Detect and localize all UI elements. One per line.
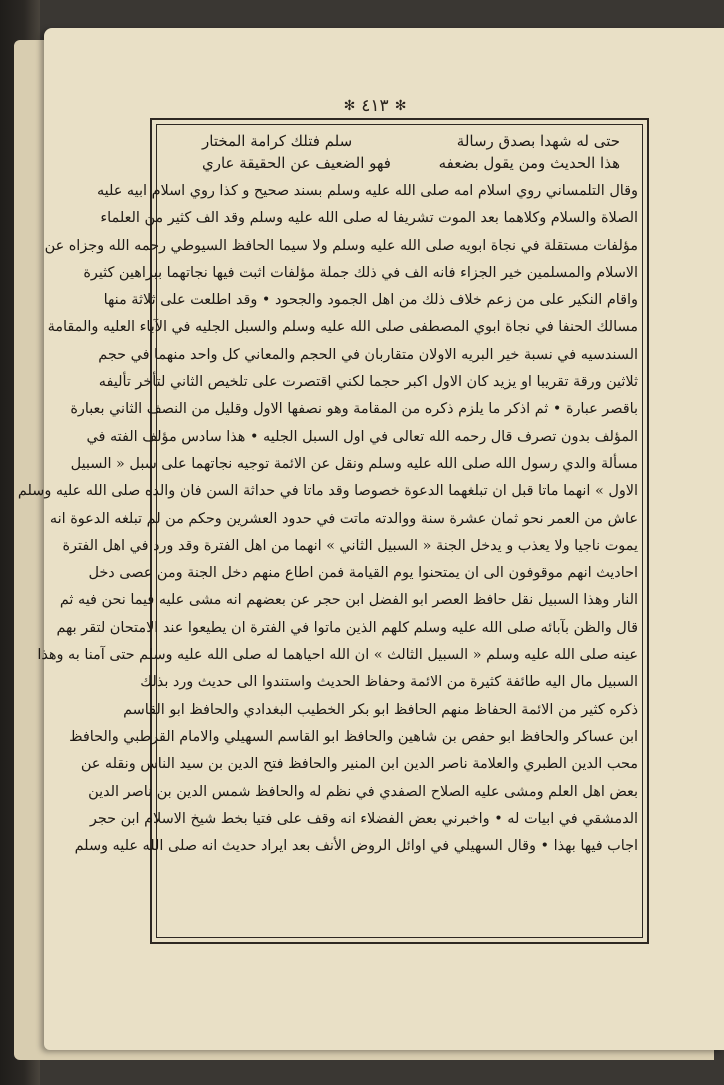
page-number: ٤١٣ xyxy=(361,96,389,116)
verse-second-hemistich: فهو الضعيف عن الحقيقة عاري xyxy=(202,154,391,172)
text-line: واقام النكير على من زعم خلاف ذلك من اهل الجمود والجحود • وقد اطلعت على ثلاثة منها xyxy=(103,292,638,309)
page-number-header xyxy=(300,92,450,120)
text-line: يموت ناجيا ولا يعذب و يدخل الجنة « السبيل الثاني » انهما من اهل الفترة وقد ورد في اهل الفترة xyxy=(62,537,638,554)
text-line: وقال التلمساني روي اسلام امه صلى الله عليه وسلم بسند صحيح و كذا روي اسلام ابيه عليه xyxy=(96,183,638,199)
text-line: عاش من العمر نحو ثمان عشرة سنة ووالدته ماتت في حدود العشرين وحكم من لم تبلغه الدعوة انه xyxy=(49,510,638,527)
text-line: ذكره كثير من الائمة الحفاظ منهم الحافظ ابو بكر الخطيب البغدادي والحافظ ابو القاسم xyxy=(123,701,638,718)
text-line: اجاب فيها بهذا • وقال السهيلي في اوائل الروض الأنف بعد ايراد حديث انه صلى الله عليه وسلم xyxy=(74,838,638,855)
verse-first-hemistich: هذا الحديث ومن يقول بضعفه xyxy=(438,154,620,172)
text-line: مسألة والدي رسول الله صلى الله عليه وسلم ونقل عن الائمة توجيه نجاتهما على سبل « السبيل xyxy=(70,455,638,472)
text-line: محب الدين الطبري والعلامة ناصر الدين ابن المنير والحافظ فتح الدين بن سيد الناس ونقله عن xyxy=(80,756,638,773)
text-line: الدمشقي في ابيات له • واخبرني بعض الفضلاء انه وقف على فتيا بخط شيخ الاسلام ابن حجر xyxy=(89,810,638,827)
text-line: ثلاثين ورقة تقريبا او يزيد كان الاول اكبر حجما لكني اقتصرت على تلخيص الثاني لتأخر تأليفه xyxy=(98,374,638,391)
poem-verse xyxy=(162,132,638,150)
text-line: الصلاة والسلام وكلاهما بعد الموت تشريفا له صلى الله عليه وسلم وقد الف كثير من العلماء xyxy=(100,210,638,227)
text-line: قال والظن بآبائه صلى الله عليه وسلم كلهم الذين ماتوا في الفترة ان يطيعوا عند الامتحان لتقر بهم xyxy=(56,619,638,636)
text-line: السندسيه في نسبة خير البريه الاولان متقاربان في الحجم والمعاني كل واحد منهما في حجم xyxy=(98,346,638,363)
text-line: باقصر عبارة • ثم اذكر ما يلزم ذكره من المقامة وهو نصفها الاول وقليل من النصف الثاني بعبارة xyxy=(70,401,638,418)
text-line: المؤلف بدون تصرف قال رحمه الله تعالى في اول السبل الجليه • هذا سادس مؤلف الفته في xyxy=(86,428,638,445)
ornament-icon: ✻ xyxy=(343,98,356,114)
text-line: ابن عساكر والحافظ ابو حفص بن شاهين والحافظ ابو القاسم السهيلي والامام القرطبي والحافظ xyxy=(69,728,638,745)
text-line: عينه صلى الله عليه وسلم « السبيل الثالث » ان الله احياهما له صلى الله عليه وسلم حتى آمنا به وهذا xyxy=(37,647,638,664)
poem-verse xyxy=(162,154,638,172)
ornament-icon: ✻ xyxy=(394,98,407,114)
text-line: بعض اهل العلم ومشى عليه الصلاح الصفدي في نظم له والحافظ شمس الدين بن ناصر الدين xyxy=(88,783,638,800)
text-line: مؤلفات مستقلة في نجاة ابويه صلى الله عليه وسلم ولا سيما الحافظ السيوطي رحمه الله وجزاه عن xyxy=(44,237,638,254)
verse-first-hemistich: حتى له شهدا بصدق رسالة xyxy=(456,132,620,150)
main-text-block xyxy=(17,128,638,936)
verse-second-hemistich: سلم فتلك كرامة المختار xyxy=(202,132,353,150)
text-line: احاديث انهم موقوفون الى ان يمتحنوا يوم القيامة فمن اطاع منهم دخل الجنة ومن عصى دخل xyxy=(88,565,638,582)
text-line: الاول » انهما ماتا قبل ان تبلغهما الدعوة خصوصا وقد ماتا في حداثة السن فان والده صلى الله عليه وسلم xyxy=(17,483,638,500)
text-line: مسالك الحنفا في نجاة ابوي المصطفى صلى الله عليه وسلم والسبل الجليه في الآباء العليه والمقامة xyxy=(47,319,638,336)
text-line: السبيل مال اليه طائفة كثيرة من الائمة وحفاظ الحديث واستندوا الى حديث ورد بذلك xyxy=(140,674,638,691)
text-line: النار وهذا السبيل نقل حافظ العصر ابو الفضل ابن حجر عن بعضهم انه مشى عليه فيما نحن فيه ثم xyxy=(59,592,638,609)
text-line: الاسلام والمسلمين خير الجزاء فانه الف في ذلك جملة مؤلفات اثبت فيها نجاتهما ببراهين كثيرة xyxy=(83,264,638,281)
